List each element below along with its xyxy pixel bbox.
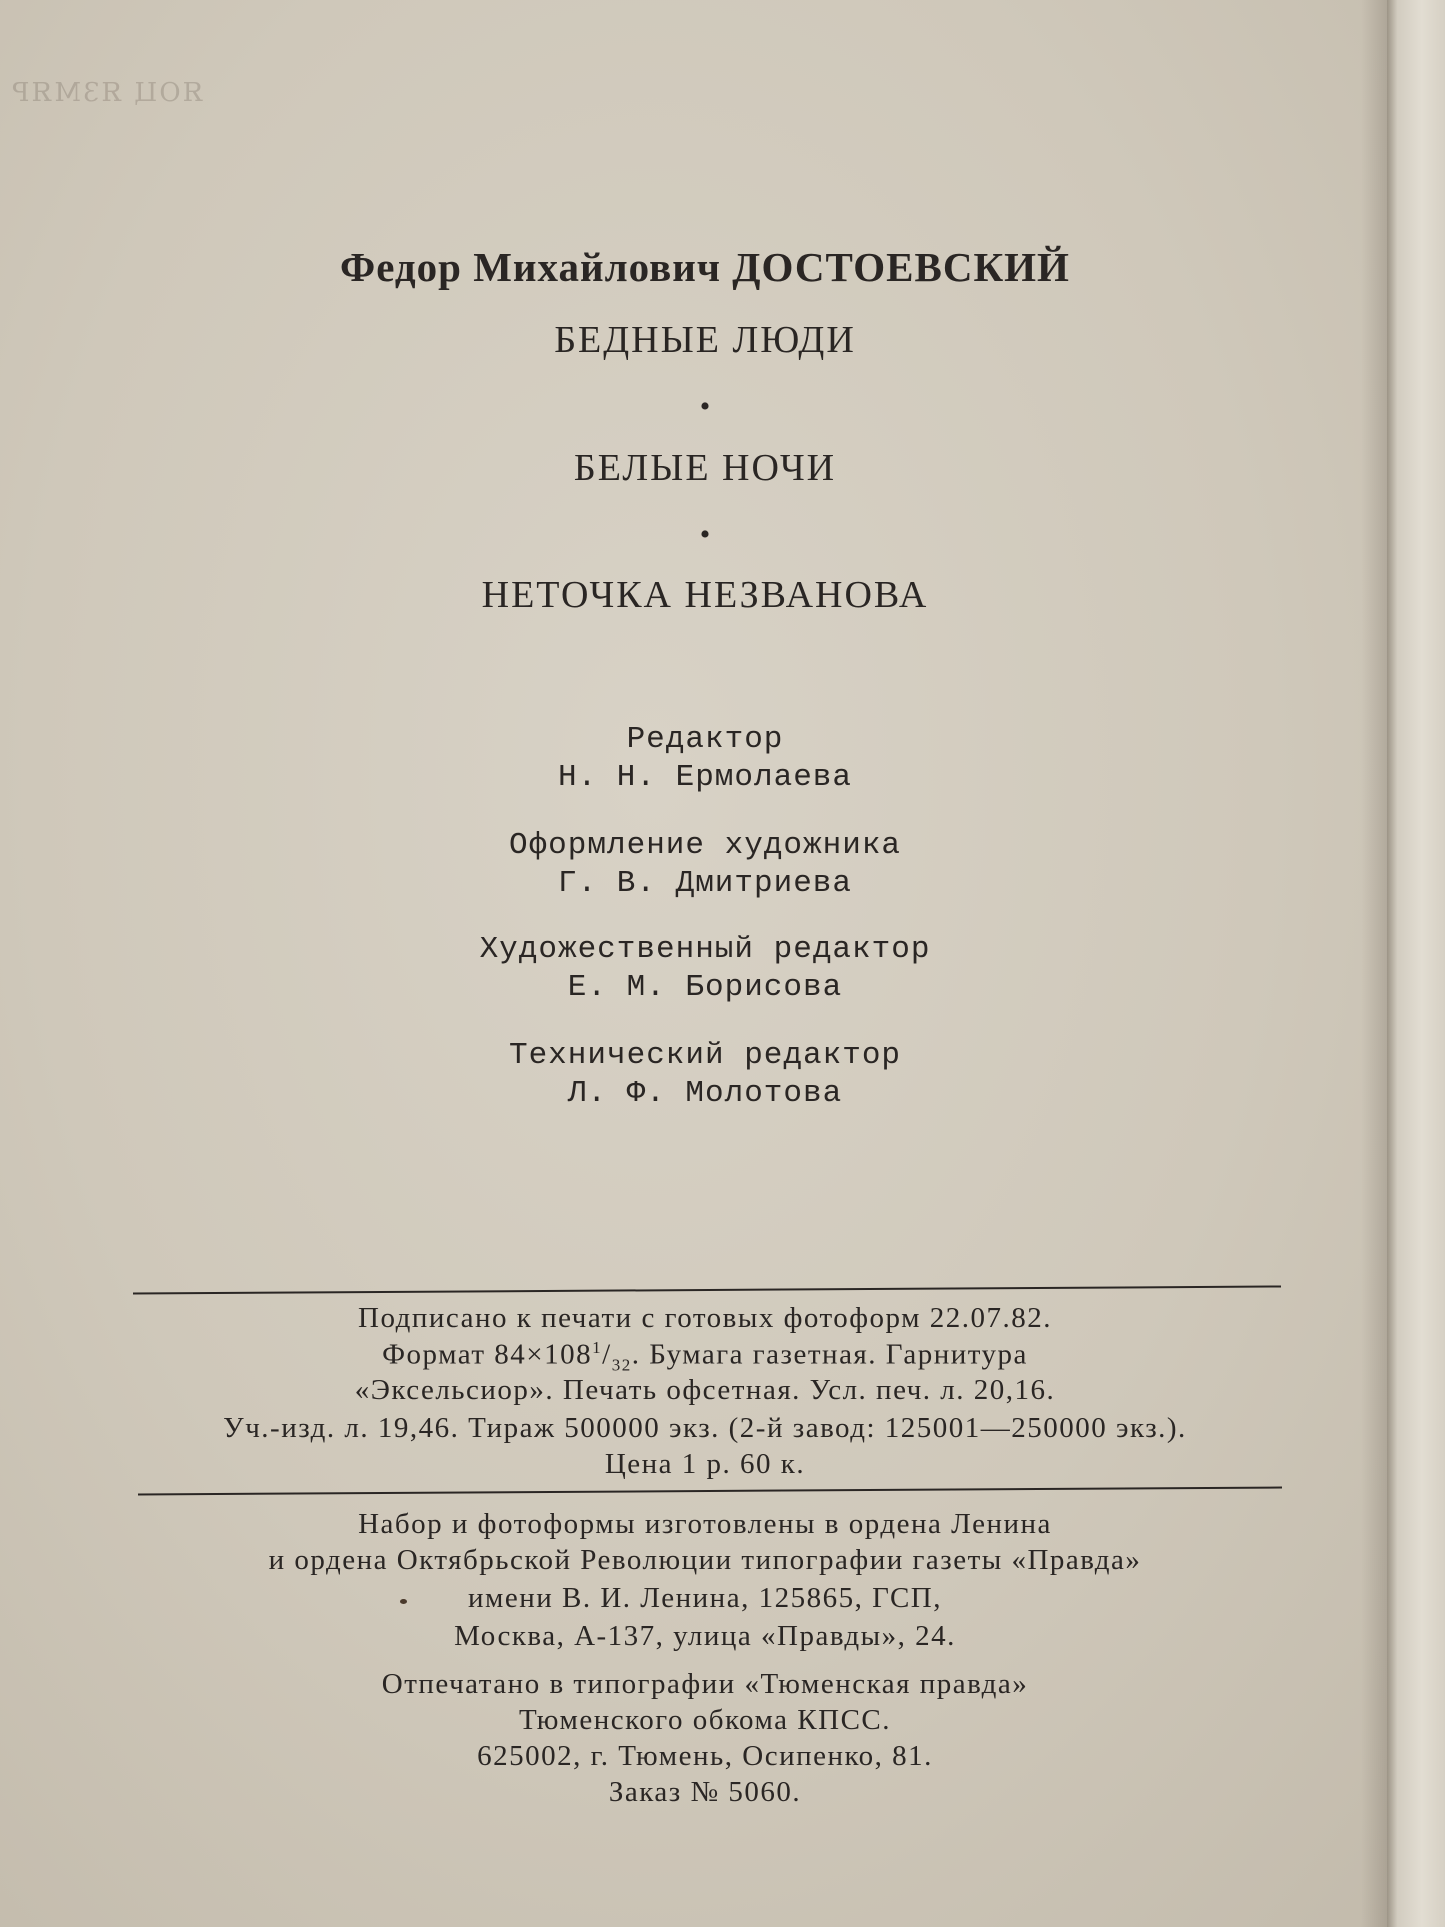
typeset-line: Набор и фотоформы изготовлены в ордена Ленина — [358, 1508, 1052, 1540]
bleed-through-text: ЯОЦ ЯЗМЯР — [10, 78, 204, 108]
printed-line: Тюменского обкома КПСС. — [518, 1704, 892, 1736]
credit-role-tech-editor: Технический редактор — [508, 1038, 902, 1073]
credit-name-designer: Г. В. Дмитриева — [557, 866, 853, 901]
title-separator: • — [699, 518, 711, 551]
title-white-nights: БЕЛЫЕ НОЧИ — [573, 447, 837, 489]
credit-name-editor: Н. Н. Ермолаева — [557, 760, 853, 795]
imprint-typeface-line: «Эксельсиор». Печать офсетная. Усл. печ. л. 20,16. — [354, 1374, 1056, 1406]
page-gutter-shadow — [1361, 0, 1387, 1927]
credit-role-editor: Редактор — [626, 722, 784, 757]
title-separator: • — [699, 390, 711, 423]
paper-speck — [400, 1599, 407, 1604]
credit-name-tech-editor: Л. Ф. Молотова — [567, 1076, 843, 1111]
typeset-line: и ордена Октябрьской Революции типографии газеты «Правда» — [268, 1544, 1142, 1576]
imprint-price-line: Цена 1 р. 60 к. — [604, 1448, 806, 1480]
printed-line: Отпечатано в типографии «Тюменская правда» — [381, 1668, 1029, 1700]
imprint-signed-line: Подписано к печати с готовых фотоформ 22.07.82. — [358, 1302, 1052, 1334]
imprint-print-run-line: Уч.-изд. л. 19,46. Тираж 500000 экз. (2-й завод: 125001—250000 экз.). — [223, 1412, 1187, 1444]
credit-role-art-editor: Художественный редактор — [479, 932, 931, 967]
author-name: Федор Михайлович ДОСТОЕВСКИЙ — [340, 244, 1070, 290]
imprint-format-line: Формат $84\times 108^1/_{32}$. Бумага газетная. Гарнитура — [382, 1338, 1028, 1375]
imprint-bottom-rule — [138, 1487, 1282, 1496]
adjacent-page-edge — [1387, 0, 1445, 1927]
title-netochka-nezvanova: НЕТОЧКА НЕЗВАНОВА — [481, 574, 929, 616]
typeset-line: Москва, А-137, улица «Правды», 24. — [454, 1620, 956, 1652]
typeset-line: имени В. И. Ленина, 125865, ГСП, — [467, 1582, 942, 1614]
credit-role-designer: Оформление художника — [508, 828, 902, 863]
title-poor-folk: БЕДНЫЕ ЛЮДИ — [554, 319, 856, 361]
printed-line: 625002, г. Тюмень, Осипенко, 81. — [477, 1740, 933, 1772]
order-number-line: Заказ № 5060. — [608, 1776, 802, 1808]
credit-name-art-editor: Е. М. Борисова — [567, 970, 843, 1005]
imprint-top-rule — [133, 1285, 1281, 1294]
